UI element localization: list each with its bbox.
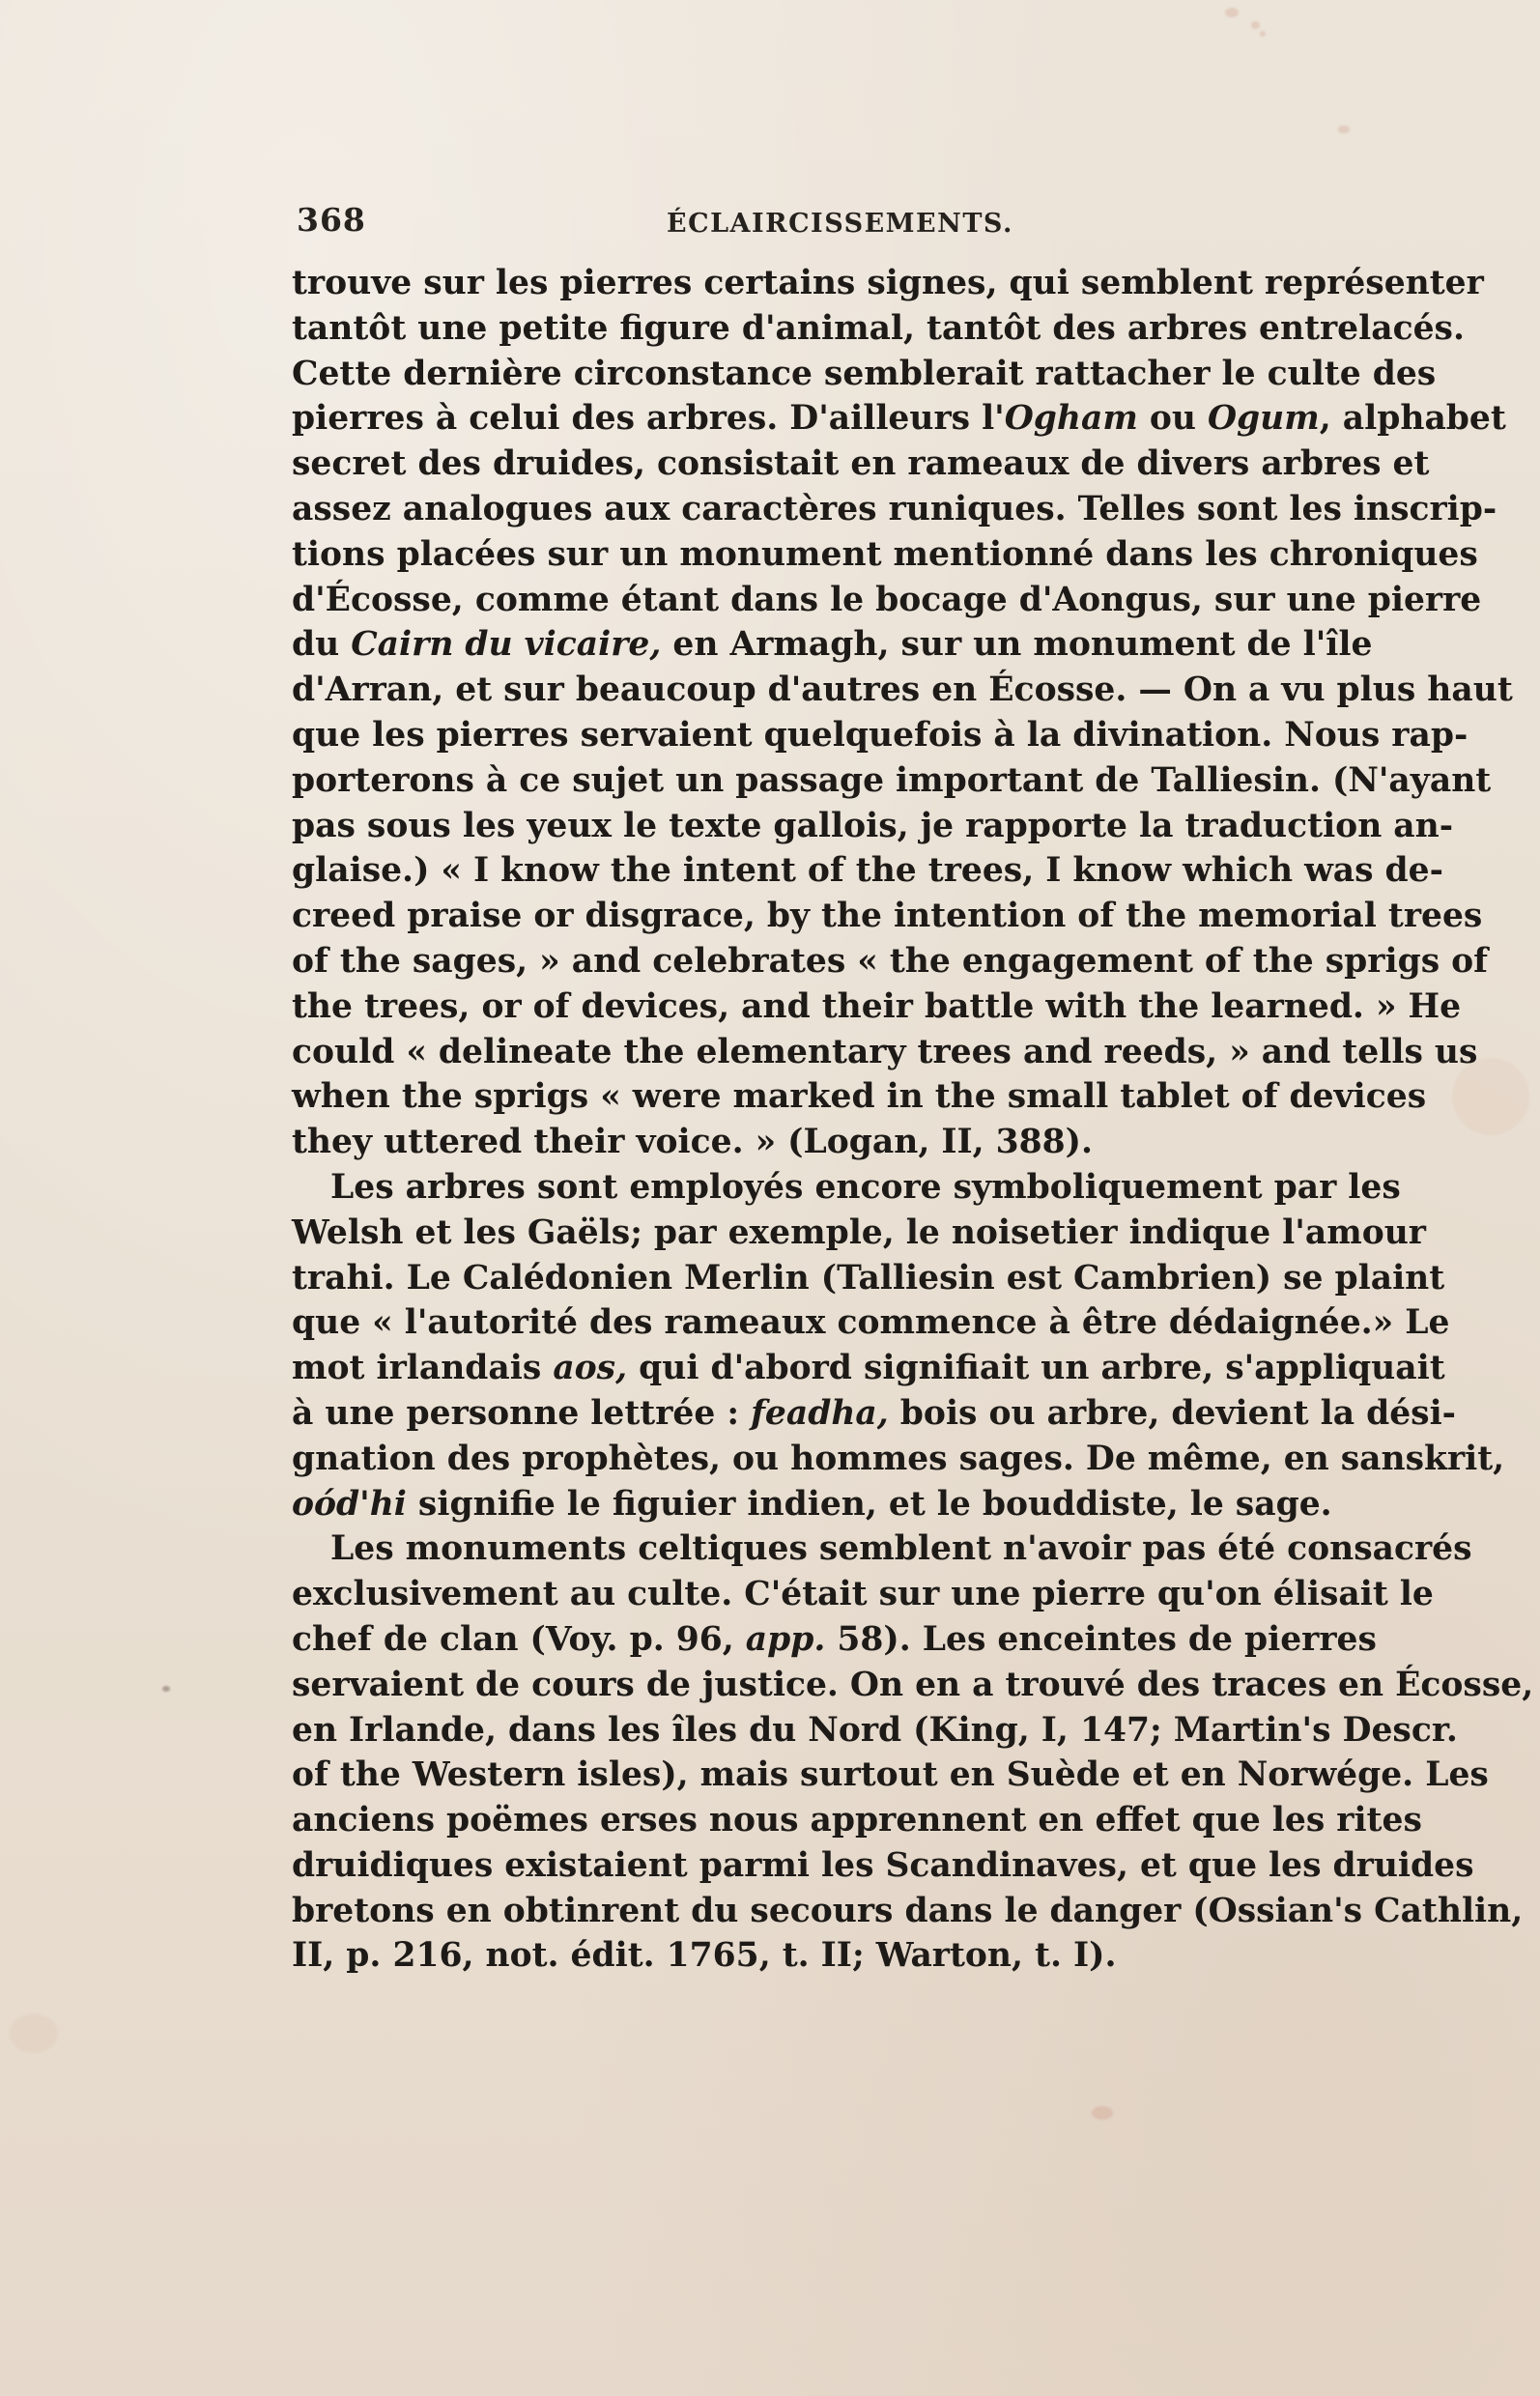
text-run: Welsh et les Gaëls; par exemple, le noisetier indique l'amour: [292, 1212, 1426, 1252]
text-run: II, p. 216, not. édit. 1765, t. II; Warton, t. I).: [292, 1936, 1117, 1976]
stain-mark: [10, 2014, 58, 2053]
body-text: [292, 261, 1534, 1979]
text-run: bois ou arbre, devient la dési-: [888, 1393, 1456, 1433]
text-line: [292, 578, 1482, 623]
text-line: [292, 1346, 1445, 1391]
italic-run: feadha,: [751, 1393, 889, 1433]
stain-mark: [1092, 2106, 1113, 2120]
text-run: signifie le figuier indien, et le bouddiste, le sage.: [406, 1484, 1332, 1524]
paragraph: [292, 261, 1513, 1165]
stain-mark: [1225, 8, 1239, 17]
running-title: ÉCLAIRCISSEMENTS.: [667, 209, 1013, 239]
text-line: [292, 1074, 1427, 1120]
text-line: [292, 1753, 1489, 1798]
italic-run: oód'hi: [292, 1484, 407, 1524]
italic-run: Ogum: [1208, 399, 1320, 439]
text-run: Cette dernière circonstance semblerait rattacher le culte des: [292, 354, 1437, 393]
text-run: exclusivement au culte. C'était sur une pierre qu'on élisait le: [292, 1575, 1434, 1614]
text-run: à une personne lettrée :: [292, 1393, 752, 1433]
text-run: of the sages, » and celebrates « the engagement of the sprigs of: [292, 941, 1488, 981]
text-run: ou: [1137, 399, 1208, 439]
text-line: [292, 1482, 1335, 1527]
text-line: [292, 532, 1478, 578]
text-run: trouve sur les pierres certains signes, qui semblent représenter: [292, 264, 1484, 302]
text-run: Les monuments celtiques semblent n'avoir pas été consacrés: [330, 1529, 1472, 1569]
text-line: [292, 622, 1373, 668]
text-run: tantôt une petite figure d'animal, tantôt des arbres entrelacés.: [292, 308, 1465, 348]
text-run: of the Western isles), mais surtout en Suède et en Norwége. Les: [292, 1755, 1489, 1795]
text-line: [292, 894, 1483, 939]
text-line: [292, 848, 1443, 894]
text-line: [292, 1256, 1445, 1301]
running-head: [0, 193, 1540, 251]
text-run: trahi. Le Calédonien Merlin (Talliesin est Cambrien) se plaint: [292, 1258, 1445, 1298]
text-line: [292, 306, 1465, 352]
text-line: [292, 1843, 1474, 1889]
text-line: [292, 984, 1462, 1030]
text-run: glaise.) « I know the intent of the trees, I know which was de-: [292, 851, 1443, 891]
text-line: [292, 713, 1469, 758]
text-line: [292, 352, 1437, 397]
text-run: que les pierres servaient quelquefois à la divination. Nous rap-: [292, 715, 1469, 755]
text-line: [292, 1526, 1472, 1572]
text-line: [292, 668, 1513, 713]
page-number: 368: [297, 201, 366, 239]
stain-mark: [1260, 31, 1266, 37]
stain-mark: [1251, 21, 1260, 29]
text-line: [292, 396, 1506, 442]
text-line: [292, 1030, 1478, 1075]
text-run: d'Arran, et sur beaucoup d'autres en Écosse. — On a vu plus haut: [292, 670, 1513, 710]
italic-run: app.: [745, 1619, 826, 1659]
paragraph: [292, 1526, 1534, 1979]
text-line: [292, 1933, 1335, 1979]
text-line: [292, 758, 1492, 804]
text-run: assez analogues aux caractères runiques. Telles sont les inscrip-: [292, 489, 1497, 528]
text-run: pas sous les yeux le texte gallois, je rapporte la traduction an-: [292, 806, 1454, 845]
paragraph: [292, 1165, 1505, 1526]
text-run: en Irlande, dans les îles du Nord (King, I, 147; Martin's Descr.: [292, 1710, 1458, 1750]
italic-run: Ogham: [1004, 399, 1138, 439]
italic-run: Cairn du vicaire,: [351, 625, 662, 665]
text-run: du: [292, 625, 352, 665]
stain-mark: [1338, 126, 1350, 133]
text-line: [292, 1663, 1534, 1708]
text-line: [292, 804, 1454, 849]
text-run: pierres à celui des arbres. D'ailleurs l': [292, 399, 1005, 439]
text-run: druidiques existaient parmi les Scandinaves, et que les druides: [292, 1845, 1474, 1885]
text-line: [292, 1617, 1377, 1663]
text-line: [292, 1300, 1450, 1346]
text-run: gnation des prophètes, ou hommes sages. De même, en sanskrit,: [292, 1439, 1505, 1478]
text-run: mot irlandais: [292, 1349, 554, 1388]
text-run: porterons à ce sujet un passage important de Talliesin. (N'ayant: [292, 760, 1492, 800]
text-line: [292, 1572, 1434, 1617]
text-run: chef de clan (Voy. p. 96,: [292, 1619, 746, 1659]
italic-run: aos,: [553, 1349, 628, 1388]
text-run: en Armagh, sur un monument de l'île: [661, 625, 1373, 665]
text-run: que « l'autorité des rameaux commence à être dédaignée.» Le: [292, 1303, 1450, 1343]
text-line: [292, 939, 1488, 984]
text-run: tions placées sur un monument mentionné dans les chroniques: [292, 534, 1478, 574]
text-run: bretons en obtinrent du secours dans le danger (Ossian's Cathlin,: [292, 1891, 1524, 1930]
text-line: [292, 1120, 1335, 1165]
text-run: servaient de cours de justice. On en a trouvé des traces en Écosse,: [292, 1665, 1534, 1704]
text-run: when the sprigs « were marked in the small tablet of devices: [292, 1077, 1427, 1117]
text-run: anciens poëmes erses nous apprennent en effet que les rites: [292, 1801, 1422, 1840]
text-line: [292, 1211, 1426, 1256]
text-run: secret des druides, consistait en rameaux de divers arbres et: [292, 444, 1430, 484]
text-run: qui d'abord signifiait un arbre, s'appliquait: [627, 1349, 1445, 1388]
text-line: [292, 442, 1430, 487]
stain-mark: [162, 1686, 170, 1692]
text-line: [292, 1708, 1458, 1754]
text-line: [292, 1165, 1401, 1211]
text-run: , alphabet: [1319, 399, 1506, 439]
text-run: the trees, or of devices, and their battle with the learned. » He: [292, 986, 1462, 1026]
text-run: they uttered their voice. » (Logan, II, 388).: [292, 1123, 1093, 1162]
text-run: d'Écosse, comme étant dans le bocage d'Aongus, sur une pierre: [292, 580, 1482, 619]
text-line: [292, 1437, 1505, 1482]
text-line: [292, 1798, 1422, 1843]
text-run: creed praise or disgrace, by the intention of the memorial trees: [292, 897, 1483, 936]
text-line: [292, 487, 1497, 532]
text-line: [292, 1391, 1456, 1437]
text-line: [292, 1889, 1524, 1934]
text-line: [292, 261, 1484, 306]
text-run: Les arbres sont employés encore symboliquement par les: [330, 1167, 1401, 1207]
text-run: 58). Les enceintes de pierres: [825, 1619, 1377, 1659]
text-run: could « delineate the elementary trees and reeds, » and tells us: [292, 1032, 1478, 1071]
